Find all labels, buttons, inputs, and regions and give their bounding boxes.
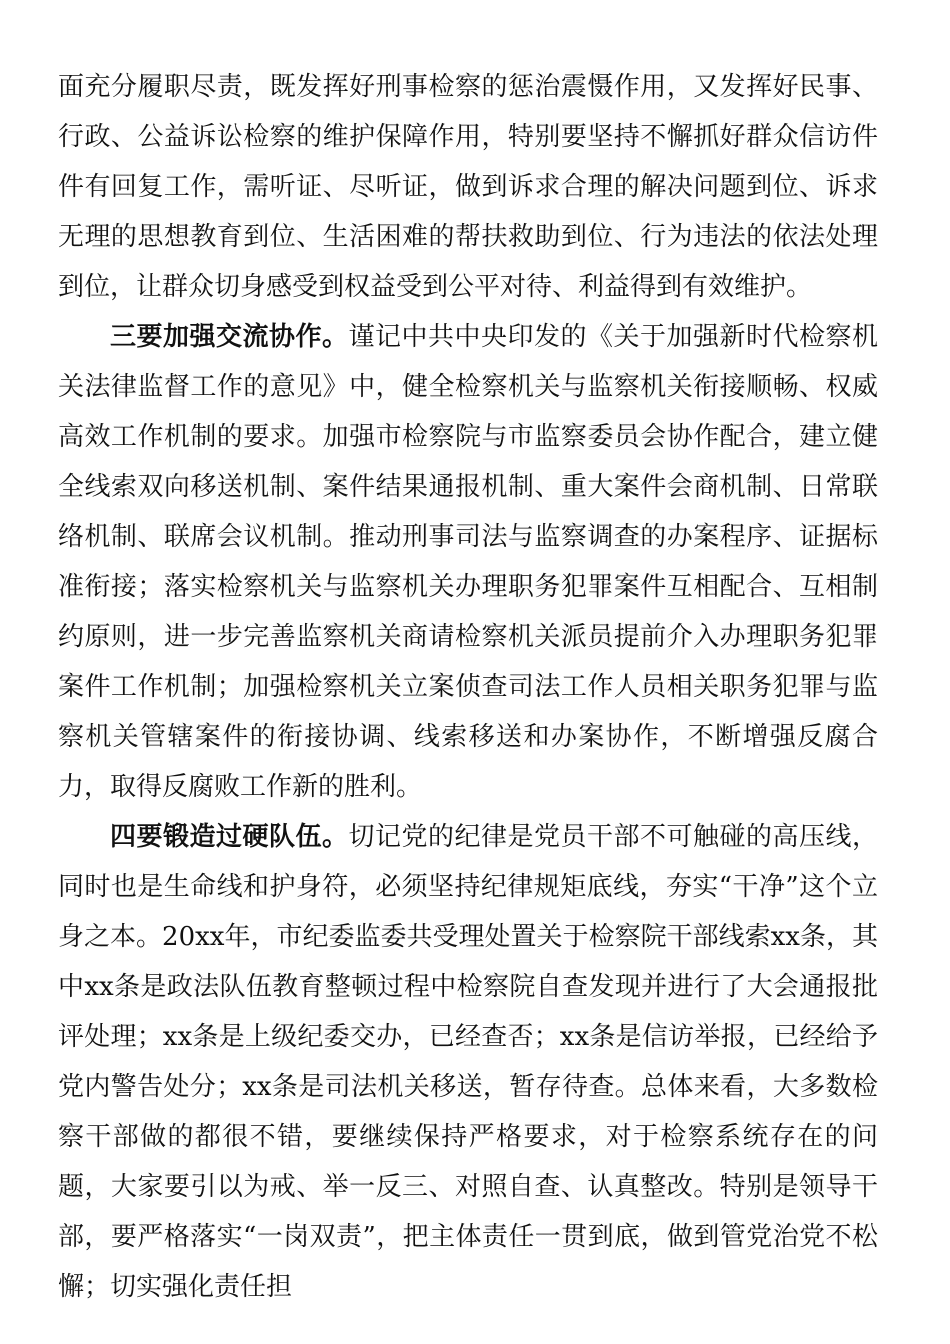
document-page — [58, 62, 878, 1312]
paragraph-text: 切记党的纪律是党员干部不可触碰的高压线，同时也是生命线和护身符，必须坚持纪律规矩底线，夯实“干净”这个立身之本。20xx年，市纪委监委共受理处置关于检察院干部线索xx条，其中xx条是政法队伍教育整顿过程中检察院自查发现并进行了大会通报批评处理；xx条是上级纪委交办，已经查否；xx条是信访举报，已经给予党内警告处分；xx条是司法机关移送，暂存待查。总体来看，大多数检察干部做的都很不错，要继续保持严格要求，对于检察系统存在的问题，大家要引以为戒、举一反三、对照自查、认真整改。特别是领导干部，要严格落实“一岗双责”，把主体责任一贯到底，做到管党治党不松懈；切实强化责任担 — [58, 822, 878, 1302]
paragraph-continuation — [58, 62, 878, 312]
paragraph-section-four — [58, 812, 878, 1312]
paragraph-heading: 三要加强交流协作。 — [110, 322, 349, 352]
paragraph-heading: 四要锻造过硬队伍。 — [110, 822, 349, 852]
paragraph-text: 面充分履职尽责，既发挥好刑事检察的惩治震慑作用，又发挥好民事、行政、公益诉讼检察的维护保障作用，特别要坚持不懈抓好群众信访件件有回复工作，需听证、尽听证，做到诉求合理的解决问题到位、诉求无理的思想教育到位、生活困难的帮扶救助到位、行为违法的依法处理到位，让群众切身感受到权益受到公平对待、利益得到有效维护。 — [58, 72, 878, 302]
paragraph-section-three — [58, 312, 878, 812]
paragraph-text: 谨记中共中央印发的《关于加强新时代检察机关法律监督工作的意见》中，健全检察机关与监察机关衔接顺畅、权威高效工作机制的要求。加强市检察院与市监察委员会协作配合，建立健全线索双向移送机制、案件结果通报机制、重大案件会商机制、日常联络机制、联席会议机制。推动刑事司法与监察调查的办案程序、证据标准衔接；落实检察机关与监察机关办理职务犯罪案件互相配合、互相制约原则，进一步完善监察机关商请检察机关派员提前介入办理职务犯罪案件工作机制；加强检察机关立案侦查司法工作人员相关职务犯罪与监察机关管辖案件的衔接协调、线索移送和办案协作，不断增强反腐合力，取得反腐败工作新的胜利。 — [58, 322, 878, 802]
